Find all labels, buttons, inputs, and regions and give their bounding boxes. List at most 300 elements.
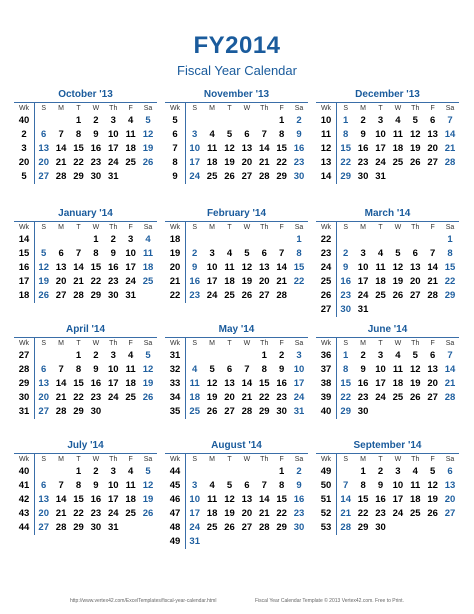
- weekday-header: M: [360, 105, 366, 112]
- weekday-header: W: [394, 340, 402, 347]
- day-cell: 1: [75, 115, 82, 126]
- day-cell: 21: [444, 143, 456, 154]
- day-cell: 8: [360, 480, 366, 491]
- weekday-header: Th: [411, 456, 420, 463]
- day-cell: 15: [73, 378, 84, 389]
- weekday-header: T: [378, 224, 383, 231]
- day-cell: 1: [296, 234, 302, 245]
- day-cell: 8: [343, 364, 349, 375]
- week-number: 35: [165, 405, 186, 419]
- day-cell: 28: [276, 290, 287, 301]
- day-cell: 21: [444, 378, 456, 389]
- week-number-header: Wk: [316, 222, 337, 233]
- day-cell: 7: [279, 248, 285, 259]
- day-cell: 12: [409, 129, 421, 140]
- day-cell: 12: [142, 129, 154, 140]
- day-cell: 4: [128, 350, 134, 361]
- day-cell: 19: [409, 378, 421, 389]
- month-name: August '14: [165, 439, 308, 454]
- day-cell: 27: [38, 522, 49, 533]
- day-cell: 27: [241, 522, 253, 533]
- day-cell: 10: [189, 494, 200, 505]
- day-cell: 2: [296, 115, 302, 126]
- day-cell: [337, 233, 354, 247]
- day-cell: 30: [357, 406, 369, 417]
- day-cell: 25: [392, 157, 404, 168]
- day-cell: 23: [340, 290, 351, 301]
- day-cell: 24: [357, 290, 369, 301]
- week-number-header: Wk: [14, 103, 35, 114]
- weekday-header: F: [279, 456, 284, 463]
- week-number: 20: [165, 261, 186, 275]
- day-cell: 21: [73, 276, 84, 287]
- day-cell: 29: [258, 406, 270, 417]
- day-cell: 15: [73, 494, 84, 505]
- day-cell: 12: [427, 480, 438, 491]
- day-cell: 24: [206, 290, 218, 301]
- day-cell: 26: [142, 392, 154, 403]
- month-days-grid: [14, 338, 157, 419]
- month-block: [165, 439, 308, 549]
- day-cell: 30: [375, 522, 386, 533]
- day-cell: [221, 535, 238, 549]
- day-cell: 10: [125, 248, 136, 259]
- month-days-grid: [316, 222, 459, 317]
- day-cell: 3: [377, 115, 384, 126]
- day-cell: 2: [360, 350, 366, 361]
- day-cell: 3: [296, 350, 302, 361]
- day-cell: [35, 465, 52, 479]
- day-cell: 21: [55, 508, 67, 519]
- weekday-header: Th: [109, 224, 118, 231]
- week-number: 5: [165, 114, 186, 128]
- day-cell: 23: [357, 392, 369, 403]
- day-cell: 5: [145, 115, 151, 126]
- day-cell: 22: [293, 276, 305, 287]
- week-number: 40: [14, 465, 35, 479]
- day-cell: 6: [41, 364, 47, 375]
- day-cell: 4: [395, 350, 401, 361]
- weekday-header: F: [128, 105, 133, 112]
- weekday-header: S: [41, 105, 47, 112]
- day-cell: 19: [38, 276, 49, 287]
- day-cell: 5: [145, 350, 151, 361]
- month-block: [316, 88, 459, 184]
- weekday-header: F: [430, 456, 435, 463]
- weekday-header: F: [128, 340, 133, 347]
- week-number: 33: [165, 377, 186, 391]
- day-cell: 8: [93, 248, 99, 259]
- day-cell: 19: [224, 157, 235, 168]
- day-cell: 8: [75, 364, 82, 375]
- day-cell: [256, 535, 273, 549]
- day-cell: 14: [258, 143, 270, 154]
- day-cell: 24: [293, 392, 305, 403]
- day-cell: 20: [224, 392, 235, 403]
- day-cell: 26: [409, 157, 421, 168]
- day-cell: 26: [38, 290, 49, 301]
- month-name: July '14: [14, 439, 157, 454]
- day-cell: 16: [375, 494, 386, 505]
- week-number: 13: [316, 156, 337, 170]
- week-number: 11: [316, 128, 337, 142]
- day-cell: 23: [293, 157, 305, 168]
- day-cell: 13: [38, 143, 49, 154]
- day-cell: 31: [357, 304, 369, 315]
- day-cell: 4: [128, 115, 134, 126]
- day-cell: 10: [375, 129, 386, 140]
- weekday-header: Th: [260, 105, 269, 112]
- day-cell: 6: [41, 480, 47, 491]
- week-number: 7: [165, 142, 186, 156]
- day-cell: 6: [244, 480, 250, 491]
- day-cell: 1: [261, 350, 267, 361]
- day-cell: [441, 170, 458, 184]
- day-cell: 4: [209, 129, 215, 140]
- day-cell: [407, 303, 424, 317]
- day-cell: 7: [261, 480, 267, 491]
- day-cell: 30: [90, 522, 102, 533]
- day-cell: 26: [224, 522, 235, 533]
- day-cell: 6: [412, 248, 418, 259]
- day-cell: 7: [447, 115, 453, 126]
- day-cell: [354, 233, 371, 247]
- day-cell: 22: [73, 392, 84, 403]
- day-cell: [441, 303, 458, 317]
- week-number: 44: [14, 521, 35, 535]
- day-cell: 28: [258, 522, 270, 533]
- day-cell: 21: [258, 508, 270, 519]
- day-cell: 20: [427, 378, 438, 389]
- day-cell: 25: [125, 157, 136, 168]
- footer-copyright: Fiscal Year Calendar Template © 2013 Vertex42.com. Free to Print.: [255, 598, 404, 604]
- weekday-header: M: [209, 340, 215, 347]
- day-cell: 13: [55, 262, 67, 273]
- week-number: 42: [14, 493, 35, 507]
- day-cell: 27: [241, 171, 253, 182]
- day-cell: 30: [276, 406, 287, 417]
- day-cell: 3: [110, 350, 116, 361]
- day-cell: 2: [93, 350, 99, 361]
- day-cell: 17: [392, 494, 404, 505]
- day-cell: 16: [293, 494, 305, 505]
- day-cell: 30: [107, 290, 119, 301]
- weekday-header: T: [227, 456, 232, 463]
- day-cell: [203, 349, 220, 363]
- day-cell: 9: [360, 129, 366, 140]
- day-cell: [52, 349, 69, 363]
- day-cell: [52, 465, 69, 479]
- day-cell: 26: [427, 508, 438, 519]
- day-cell: 1: [343, 115, 349, 126]
- day-cell: 23: [90, 392, 102, 403]
- weekday-header: F: [128, 224, 133, 231]
- day-cell: 29: [357, 522, 369, 533]
- day-cell: [290, 535, 307, 549]
- day-cell: 21: [55, 392, 67, 403]
- day-cell: 23: [107, 276, 119, 287]
- day-cell: 20: [241, 157, 253, 168]
- week-number: 6: [165, 128, 186, 142]
- day-cell: 28: [258, 171, 270, 182]
- day-cell: 13: [38, 494, 49, 505]
- week-number: 50: [316, 479, 337, 493]
- week-number: 46: [165, 493, 186, 507]
- day-cell: 29: [340, 171, 351, 182]
- day-cell: 14: [444, 129, 456, 140]
- week-number: 5: [14, 170, 35, 184]
- weekday-header: S: [343, 456, 349, 463]
- day-cell: 16: [90, 378, 102, 389]
- weekday-header: W: [394, 224, 402, 231]
- day-cell: [186, 233, 203, 247]
- day-cell: 12: [224, 143, 235, 154]
- day-cell: 8: [75, 480, 82, 491]
- day-cell: [372, 233, 389, 247]
- day-cell: 15: [90, 262, 102, 273]
- week-number: 49: [316, 465, 337, 479]
- day-cell: 19: [206, 392, 218, 403]
- day-cell: 11: [392, 364, 403, 375]
- day-cell: 2: [377, 466, 384, 477]
- day-cell: 14: [444, 364, 456, 375]
- day-cell: 23: [189, 290, 200, 301]
- weekday-header: Sa: [445, 105, 455, 112]
- week-number: 27: [14, 349, 35, 363]
- day-cell: 23: [276, 392, 287, 403]
- day-cell: 8: [279, 129, 285, 140]
- weekday-header: M: [209, 456, 215, 463]
- day-cell: [52, 233, 69, 247]
- day-cell: 20: [241, 508, 253, 519]
- day-cell: 18: [125, 378, 136, 389]
- month-days-grid: [316, 454, 459, 535]
- day-cell: [273, 535, 290, 549]
- weekday-header: W: [243, 105, 251, 112]
- day-cell: [186, 349, 203, 363]
- day-cell: 16: [107, 262, 119, 273]
- day-cell: 5: [145, 466, 151, 477]
- day-cell: 14: [55, 378, 67, 389]
- day-cell: [221, 349, 238, 363]
- week-number: 41: [14, 479, 35, 493]
- week-number-header: Wk: [14, 222, 35, 233]
- weekday-header: F: [128, 456, 133, 463]
- weekday-header: Th: [109, 105, 118, 112]
- day-cell: 31: [107, 522, 119, 533]
- month-block: [165, 323, 308, 419]
- weekday-header: T: [378, 456, 383, 463]
- day-cell: 10: [357, 262, 369, 273]
- day-cell: 24: [107, 392, 119, 403]
- day-cell: 10: [107, 480, 119, 491]
- day-cell: [122, 405, 139, 419]
- day-cell: 28: [427, 290, 438, 301]
- day-cell: 31: [293, 406, 305, 417]
- day-cell: 24: [392, 508, 404, 519]
- month-block: [316, 207, 459, 317]
- day-cell: 15: [258, 378, 270, 389]
- day-cell: [203, 535, 220, 549]
- day-cell: [52, 114, 69, 128]
- day-cell: 1: [93, 234, 99, 245]
- day-cell: 2: [360, 115, 366, 126]
- day-cell: 8: [261, 364, 267, 375]
- day-cell: 6: [430, 115, 436, 126]
- day-cell: 10: [107, 129, 119, 140]
- week-number: 38: [316, 377, 337, 391]
- month-name: May '14: [165, 323, 308, 338]
- month-block: [14, 323, 157, 419]
- day-cell: 5: [412, 350, 418, 361]
- day-cell: 28: [55, 406, 67, 417]
- day-cell: [238, 114, 255, 128]
- day-cell: [238, 535, 255, 549]
- weekday-header: T: [227, 105, 232, 112]
- day-cell: [273, 233, 290, 247]
- month-block: [165, 88, 308, 184]
- week-number: 32: [165, 363, 186, 377]
- day-cell: 4: [192, 364, 198, 375]
- week-number: 2: [14, 128, 35, 142]
- week-number: 29: [14, 377, 35, 391]
- day-cell: 17: [125, 262, 136, 273]
- weekday-header: T: [76, 456, 81, 463]
- day-cell: 1: [279, 466, 285, 477]
- day-cell: [203, 233, 220, 247]
- day-cell: 9: [192, 262, 198, 273]
- day-cell: 27: [444, 508, 456, 519]
- day-cell: 3: [110, 466, 116, 477]
- day-cell: 18: [125, 143, 136, 154]
- day-cell: [238, 233, 255, 247]
- week-number-header: Wk: [316, 338, 337, 349]
- day-cell: [203, 114, 220, 128]
- day-cell: 22: [340, 157, 351, 168]
- day-cell: 29: [73, 406, 84, 417]
- day-cell: 28: [340, 522, 351, 533]
- day-cell: 26: [224, 171, 235, 182]
- week-number: 30: [14, 391, 35, 405]
- day-cell: 6: [244, 129, 250, 140]
- day-cell: 23: [90, 508, 102, 519]
- day-cell: 8: [343, 129, 349, 140]
- day-cell: 18: [189, 392, 200, 403]
- weekday-header: S: [192, 105, 198, 112]
- day-cell: 14: [276, 262, 287, 273]
- week-number: 18: [14, 289, 35, 303]
- week-number: 17: [14, 275, 35, 289]
- day-cell: 9: [296, 480, 302, 491]
- day-cell: 13: [241, 494, 253, 505]
- day-cell: 10: [206, 262, 218, 273]
- day-cell: [389, 233, 406, 247]
- day-cell: 25: [206, 171, 218, 182]
- day-cell: 11: [224, 262, 235, 273]
- weekday-header: T: [227, 340, 232, 347]
- day-cell: 8: [279, 480, 285, 491]
- day-cell: 19: [142, 143, 154, 154]
- day-cell: 20: [38, 157, 49, 168]
- day-cell: 3: [128, 234, 134, 245]
- day-cell: 30: [90, 406, 102, 417]
- day-cell: 22: [90, 276, 102, 287]
- day-cell: 14: [340, 494, 351, 505]
- weekday-header: Sa: [143, 105, 153, 112]
- day-cell: [238, 349, 255, 363]
- weekday-header: M: [360, 456, 366, 463]
- day-cell: 12: [142, 364, 154, 375]
- day-cell: 20: [427, 143, 438, 154]
- weekday-header: M: [58, 224, 64, 231]
- day-cell: 10: [392, 480, 404, 491]
- week-number: 52: [316, 507, 337, 521]
- day-cell: 27: [55, 290, 67, 301]
- day-cell: 4: [412, 466, 418, 477]
- week-number: 14: [14, 233, 35, 247]
- day-cell: 25: [125, 508, 136, 519]
- day-cell: 9: [296, 129, 302, 140]
- week-number: 10: [316, 114, 337, 128]
- day-cell: 9: [110, 248, 116, 259]
- day-cell: 19: [427, 494, 438, 505]
- day-cell: 11: [143, 248, 154, 259]
- day-cell: 26: [392, 290, 404, 301]
- day-cell: 17: [375, 143, 386, 154]
- day-cell: 16: [340, 276, 351, 287]
- day-cell: 11: [125, 364, 136, 375]
- weekday-header: W: [92, 224, 100, 231]
- weekday-header: Sa: [143, 340, 153, 347]
- day-cell: 13: [241, 143, 253, 154]
- day-cell: 11: [207, 494, 218, 505]
- month-name: November '13: [165, 88, 308, 103]
- weekday-header: F: [279, 224, 284, 231]
- day-cell: 11: [375, 262, 386, 273]
- day-cell: 22: [276, 157, 287, 168]
- day-cell: 6: [447, 466, 453, 477]
- day-cell: 16: [293, 143, 305, 154]
- day-cell: 30: [90, 171, 102, 182]
- day-cell: 5: [412, 115, 418, 126]
- day-cell: 16: [357, 143, 369, 154]
- month-block: [14, 207, 157, 303]
- day-cell: 10: [189, 143, 200, 154]
- day-cell: 16: [357, 378, 369, 389]
- day-cell: [389, 405, 406, 419]
- day-cell: 22: [340, 392, 351, 403]
- footer-link[interactable]: http://www.vertex42.com/ExcelTemplates/fiscal-year-calendar.html: [70, 598, 217, 604]
- week-number-header: Wk: [14, 338, 35, 349]
- weekday-header: Th: [109, 340, 118, 347]
- day-cell: 30: [293, 171, 305, 182]
- weekday-header: S: [192, 340, 198, 347]
- week-number: 22: [316, 233, 337, 247]
- weekday-header: W: [243, 340, 251, 347]
- week-number: 39: [316, 391, 337, 405]
- day-cell: 15: [293, 262, 305, 273]
- day-cell: [139, 170, 156, 184]
- week-number: 47: [165, 507, 186, 521]
- day-cell: [35, 114, 52, 128]
- weekday-header: S: [343, 224, 349, 231]
- day-cell: 21: [276, 276, 287, 287]
- week-number-header: Wk: [165, 222, 186, 233]
- week-number: 36: [316, 349, 337, 363]
- day-cell: 22: [73, 157, 84, 168]
- weekday-header: Sa: [445, 456, 455, 463]
- day-cell: 4: [377, 248, 384, 259]
